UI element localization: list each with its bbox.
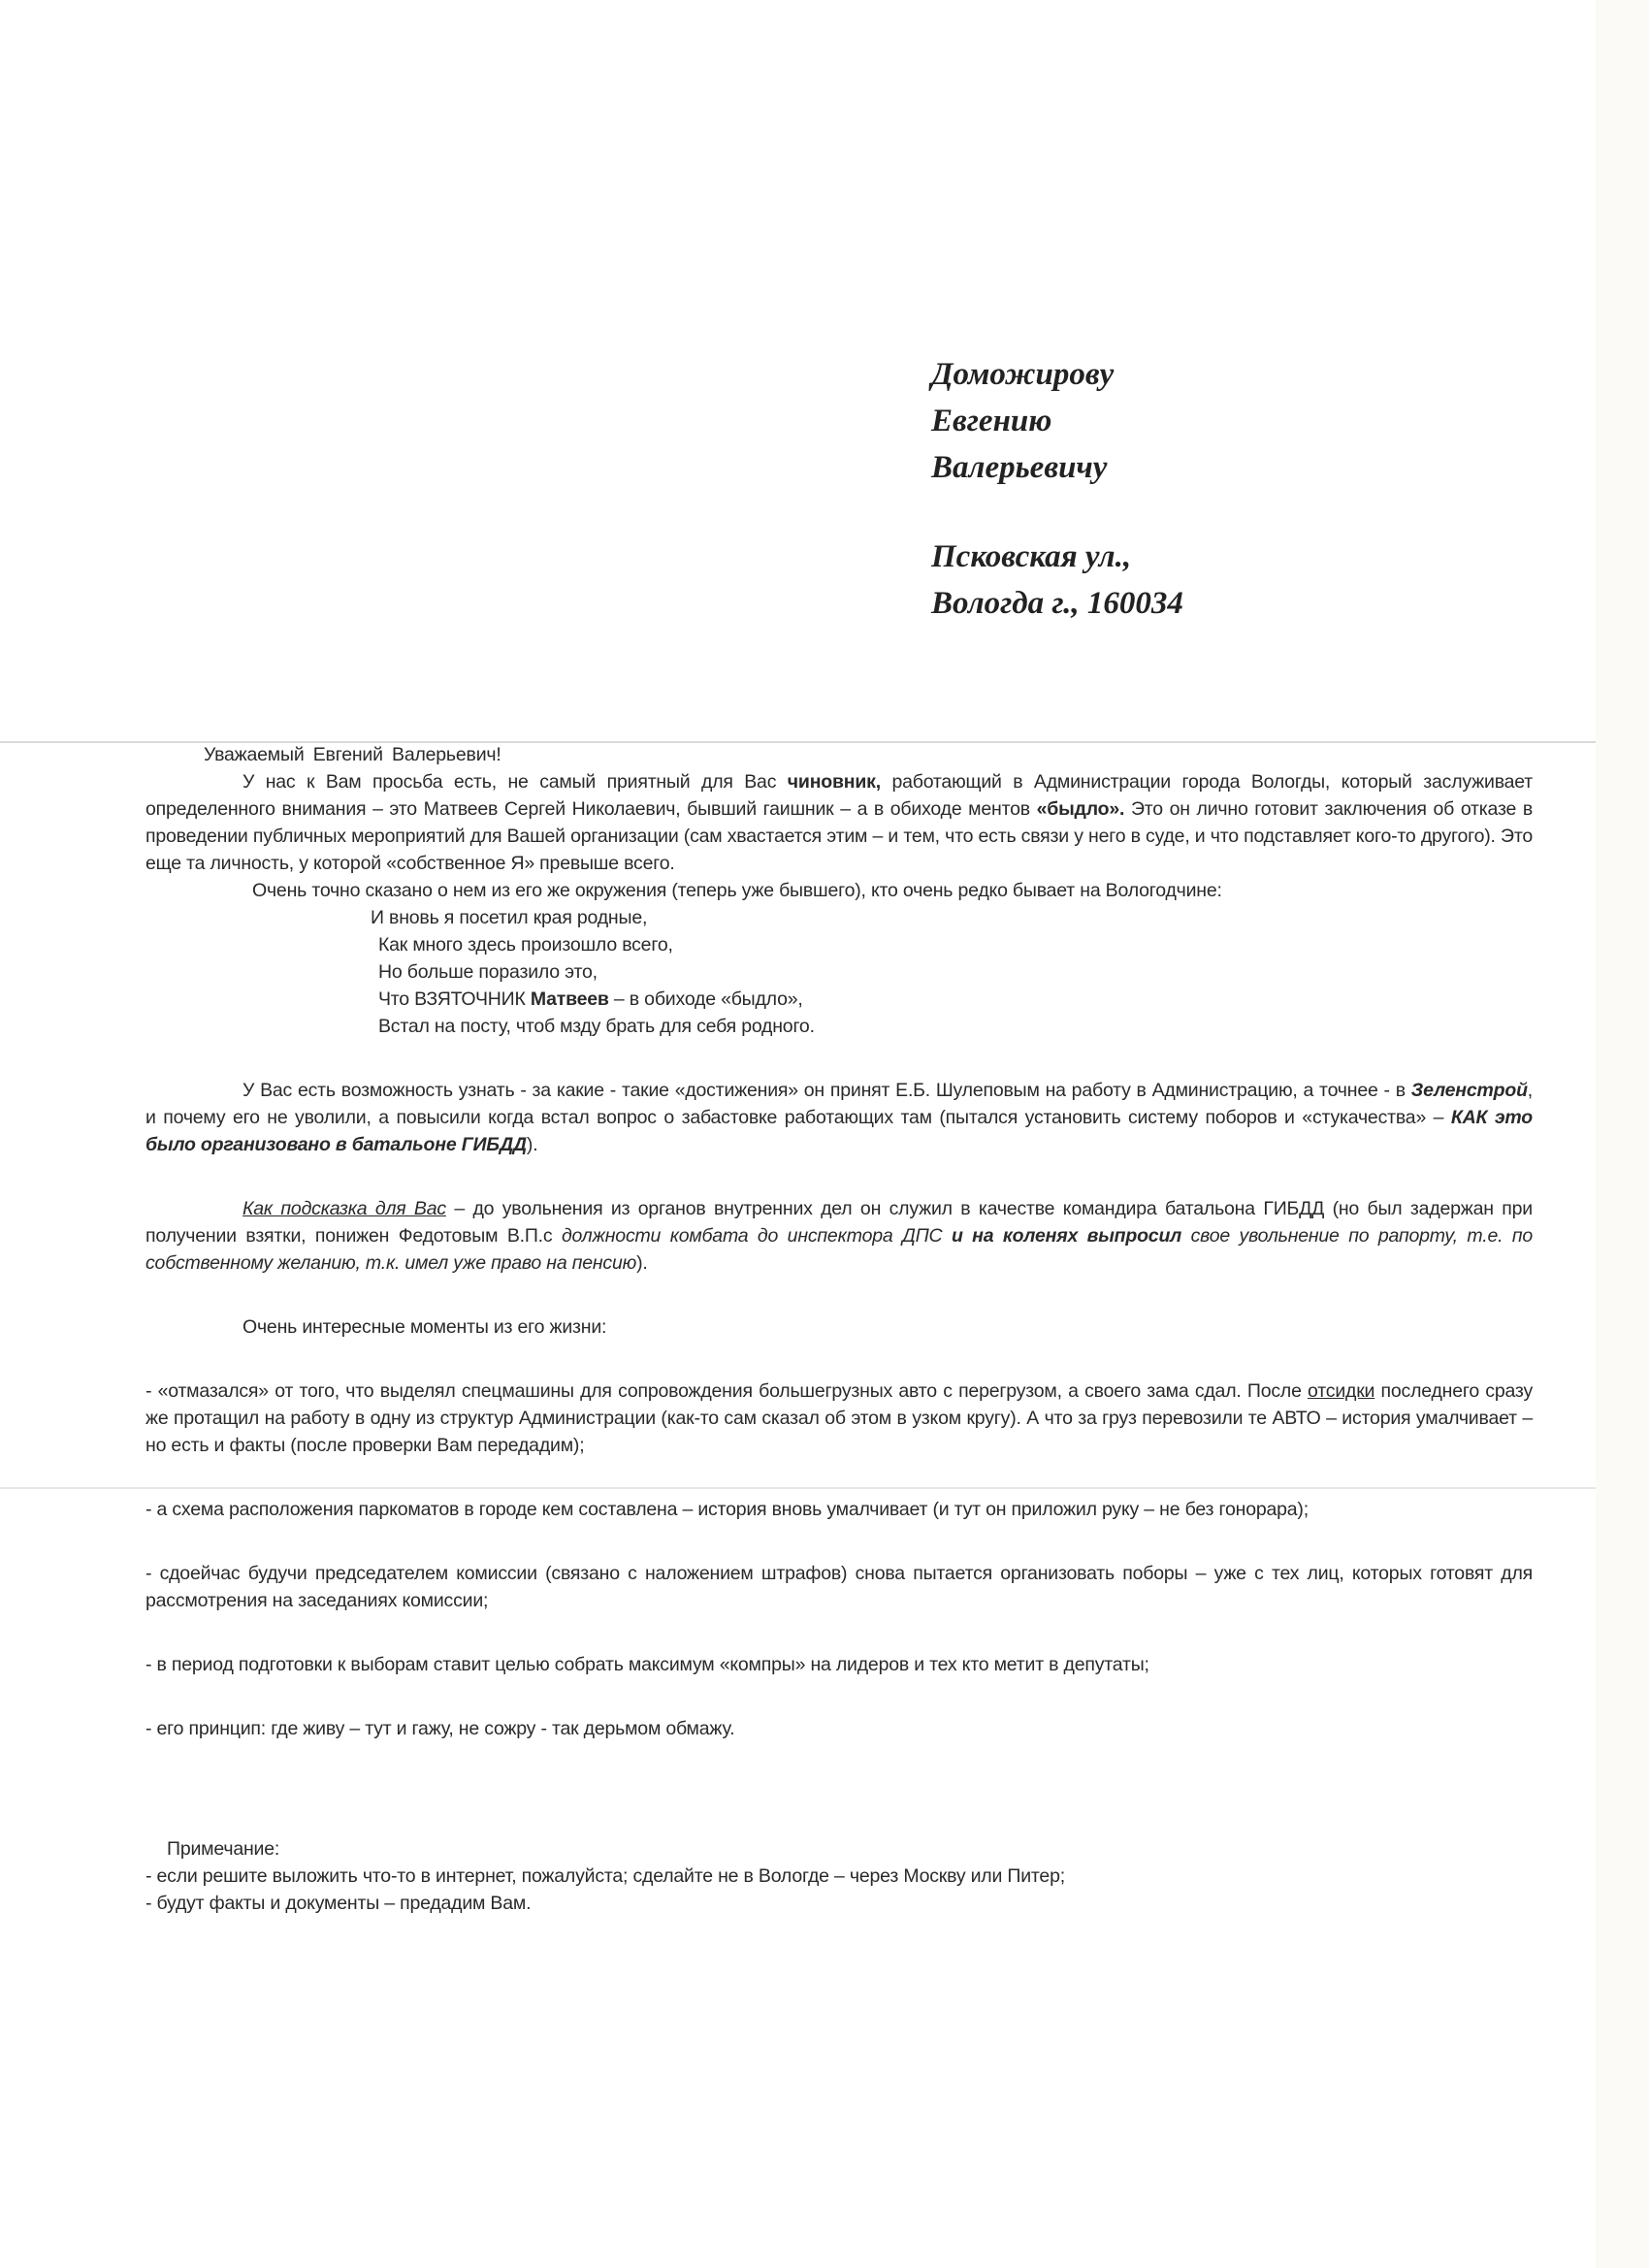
bold-italic-text: Зеленстрой	[1410, 1080, 1528, 1101]
text: Это он лично готовит заключения об отказе в проведении публичных мероприятий для Вашей организации (сам хвастается этим – и тем, что есть связи у него в суде, и что подставляет кого-то другого). Это еще та личность, у которой «собственное Я» превыше всего.	[146, 798, 1533, 874]
text: – в обиходе «быдло»,	[608, 988, 803, 1010]
paragraph-quote-intro: Очень точно сказано о нем из его же окружения (теперь уже бывшего), кто очень редко бывает на Вологодчине:	[252, 880, 1222, 901]
recipient-city: Вологда г., 160034	[931, 586, 1183, 621]
bullet-item: - в период подготовки к выборам ставит целью собрать максимум «компры» на лидеров и тех кто метит в депутаты;	[146, 1654, 1149, 1675]
bold-text: чиновник,	[787, 771, 881, 793]
poem-line: Как много здесь произошло всего,	[378, 934, 673, 956]
paragraph-hint	[146, 1195, 1533, 1277]
poem	[146, 904, 1533, 1040]
italic-text: должности комбата до инспектора ДПС	[561, 1225, 943, 1247]
text: - «отмазался» от того, что выделял спецмашины для сопровождения большегрузных авто с перегрузом, а своего зама сдал. После	[146, 1380, 1309, 1402]
recipient-surname: Доможирову	[931, 357, 1115, 392]
text: , и почему его не уволили, а повысили когда встал вопрос о забастовке работающих там (пытался установить систему поборов и «стукачества» –	[146, 1080, 1533, 1128]
paragraph-zelenstroy	[146, 1077, 1533, 1158]
bullet-item: - а схема расположения паркоматов в городе кем составлена – история вновь умалчивает (и тут он приложил руку – не без гонорара);	[146, 1499, 1309, 1520]
greeting: Уважаемый Евгений Валерьевич!	[204, 744, 501, 765]
bullet-item: - его принцип: где живу – тут и гажу, не сожру - так дерьмом обмажу.	[146, 1718, 735, 1739]
text: – до увольнения из органов внутренних дел он служил в качестве командира батальона ГИБДД (но был задержан при получении взятки, понижен Федотовым В.П.с	[146, 1198, 1533, 1247]
text: ).	[526, 1134, 538, 1155]
underlined-italic-text: Как подсказка для Вас	[242, 1198, 446, 1219]
poem-line: Встал на посту, чтоб мзду брать для себя родного.	[378, 1016, 815, 1037]
bullet-item	[146, 1377, 1533, 1459]
underlined-text: отсидки	[1308, 1380, 1375, 1402]
recipient-address-block	[931, 351, 1183, 627]
recipient-street: Псковская ул.,	[931, 539, 1132, 574]
bullet-item: - сдоейчас будучи председателем комиссии (связано с наложением штрафов) снова пытается организовать поборы – уже с тех лиц, которых готовят для рассмотрения на заседаниях комиссии;	[146, 1563, 1533, 1611]
text: ).	[636, 1252, 648, 1274]
note-title: Примечание:	[167, 1838, 280, 1860]
recipient-first-name: Евгению	[931, 404, 1052, 438]
paragraph-moments-heading: Очень интересные моменты из его жизни:	[242, 1316, 607, 1338]
text: У нас к Вам просьба есть, не самый приятный для Вас	[242, 771, 788, 793]
text: Что ВЗЯТОЧНИК	[378, 988, 531, 1010]
note-line: - будут факты и документы – предадим Вам.	[146, 1893, 532, 1914]
text: последнего сразу же протащил на работу в одну из структур Администрации (как-то сам сказал об этом в узком кругу). А что за груз перевозили те АВТО – история умалчивает – но есть и факты (после проверки Вам передадим);	[146, 1380, 1533, 1456]
scan-edge-strip	[1596, 0, 1649, 2268]
paragraph-intro	[146, 768, 1533, 877]
bold-text: «быдло».	[1036, 798, 1125, 820]
letter-body	[146, 741, 1533, 1917]
poem-line: И вновь я посетил края родные,	[371, 907, 648, 928]
poem-line: Но больше поразило это,	[378, 961, 598, 983]
bold-text: Матвеев	[530, 988, 609, 1010]
text: У Вас есть возможность узнать - за какие - такие «достижения» он принят Е.Б. Шулеповым на работу в Администрацию, а точнее - в	[242, 1080, 1411, 1101]
poem-line	[378, 986, 1533, 1013]
note-line: - если решите выложить что-то в интернет, пожалуйста; сделайте не в Вологде – через Москву или Питер;	[146, 1865, 1065, 1887]
bold-italic-text: КАК это было организовано в батальоне ГИБДД	[146, 1107, 1534, 1155]
text: работающий в Администрации города Вологды, который заслуживает определенного внимания – это Матвеев Сергей Николаевич, бывший гаишник – а в обиходе ментов	[146, 771, 1534, 820]
recipient-patronymic: Валерьевичу	[931, 450, 1108, 485]
bold-italic-text: и на коленях выпросил	[942, 1225, 1182, 1247]
italic-text: свое увольнение по рапорту, т.е. по собственному желанию, т.к. имел уже право на пенсию	[146, 1225, 1533, 1274]
